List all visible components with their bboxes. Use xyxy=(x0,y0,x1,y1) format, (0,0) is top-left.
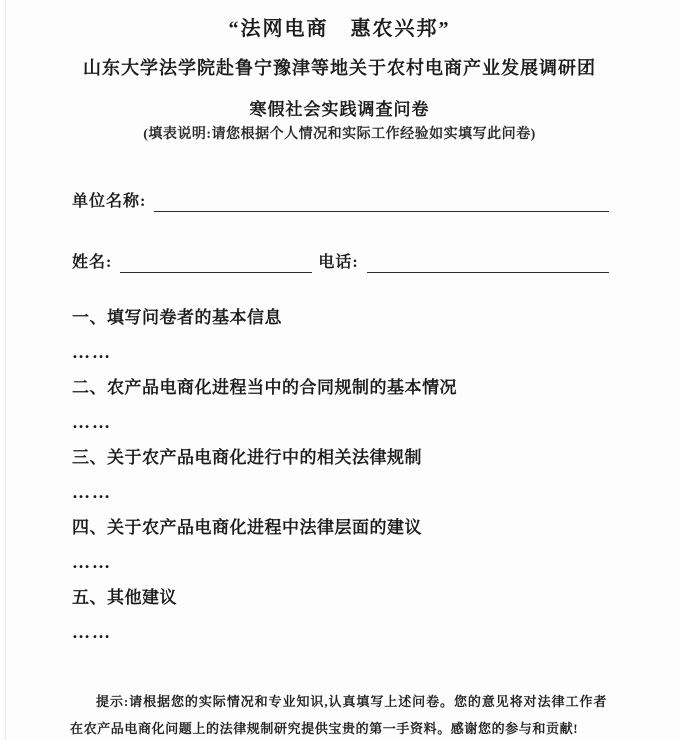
unit-name-label: 单位名称: xyxy=(72,193,147,210)
section-4 xyxy=(72,516,619,586)
unit-name-row xyxy=(72,186,609,212)
fill-instruction: (填表说明:请您根据个人情况和实际工作经验如实填写此问卷) xyxy=(143,127,536,142)
phone-field[interactable] xyxy=(367,250,609,273)
name-label: 姓名: xyxy=(72,254,113,271)
section-1 xyxy=(72,306,619,376)
section-3 xyxy=(72,446,619,516)
phone-label: 电话: xyxy=(318,254,359,271)
section-4-ellipsis: …… xyxy=(72,552,112,572)
team-title: 山东大学法学院赴鲁宁豫津等地关于农村电商产业发展调研团 xyxy=(83,58,596,78)
unit-name-field[interactable] xyxy=(154,189,609,212)
section-3-heading: 三、关于农产品电商化进行中的相关法律规制 xyxy=(72,448,422,467)
section-2 xyxy=(72,376,619,446)
section-5-heading: 五、其他建议 xyxy=(72,588,177,607)
section-3-ellipsis: …… xyxy=(72,482,112,502)
doc-title: “法网电商 惠农兴邦” xyxy=(228,18,451,40)
name-phone-row xyxy=(72,247,609,273)
section-5-ellipsis: …… xyxy=(72,622,112,642)
section-1-ellipsis: …… xyxy=(72,342,112,362)
section-1-heading: 一、填写问卷者的基本信息 xyxy=(72,308,282,327)
section-list xyxy=(72,306,619,656)
section-2-ellipsis: …… xyxy=(72,412,112,432)
name-field[interactable] xyxy=(120,250,312,273)
questionnaire-title: 寒假社会实践调查问卷 xyxy=(249,100,430,119)
section-2-heading: 二、农产品电商化进程当中的合同规制的基本情况 xyxy=(72,378,457,397)
footer-note: 提示:请根据您的实际情况和专业知识,认真填写上述问卷。您的意见将对法律工作者在农产品电商化问题上的法律规制研究提供宝贵的第一手资料。感谢您的参与和贡献! xyxy=(70,694,607,736)
section-5 xyxy=(72,586,619,656)
section-4-heading: 四、关于农产品电商化进程中法律层面的建议 xyxy=(72,518,422,537)
